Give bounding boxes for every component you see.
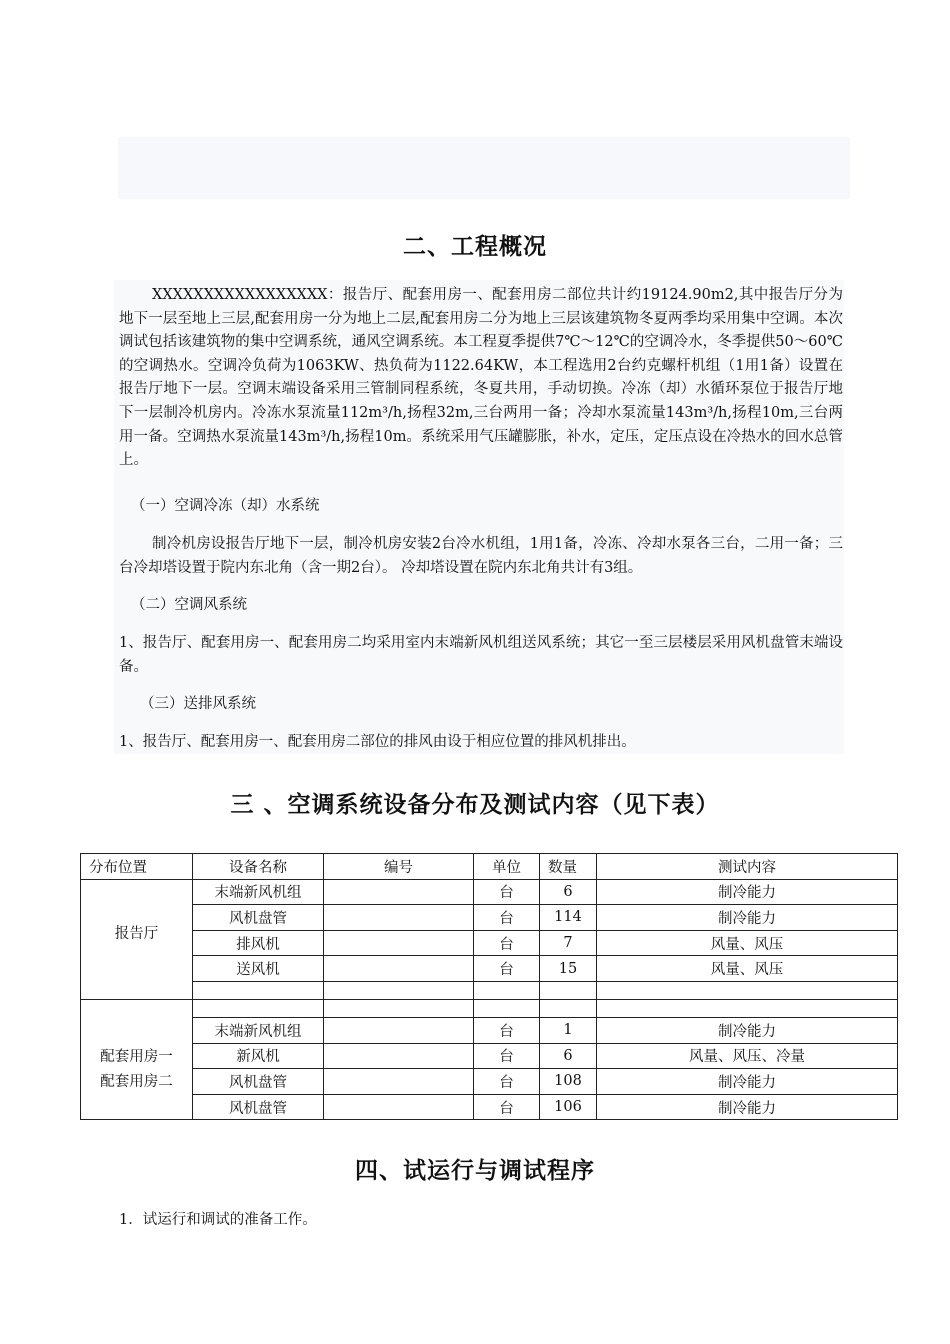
table-row xyxy=(81,1017,898,1043)
qty-cell: 114 xyxy=(540,905,597,931)
location-line-1: 配套用房一 xyxy=(100,1048,173,1065)
qty-cell: 6 xyxy=(540,1043,597,1069)
qty-cell: 108 xyxy=(540,1069,597,1095)
number-cell xyxy=(324,930,474,956)
device-cell: 风机盘管 xyxy=(193,1094,324,1120)
qty-cell: 15 xyxy=(540,956,597,982)
number-cell xyxy=(324,905,474,931)
sub1-title: （一）空调冷冻（却）水系统 xyxy=(131,498,320,514)
table-row-spacer xyxy=(81,999,898,1017)
test-cell: 风量、风压 xyxy=(597,930,898,956)
unit-cell: 台 xyxy=(474,879,540,905)
unit-cell: 台 xyxy=(474,905,540,931)
qty-cell: 106 xyxy=(540,1094,597,1120)
table-row xyxy=(81,1043,898,1069)
equipment-table xyxy=(80,853,898,1120)
sub1-text: 制冷机房设报告厅地下一层，制冷机房安装2台冷水机组，1用1备，冷冻、冷却水泵各三台，二用一备；三台冷却塔设置于院内东北角（含一期2台）。 冷却塔设置在院内东北角共计有3组。 xyxy=(119,536,843,576)
test-cell: 风量、风压 xyxy=(597,956,898,982)
overview-paragraph: XXXXXXXXXXXXXXXXX：报告厅、配套用房一、配套用房二部位共计约19124.90m2,其中报告厅分为地下一层至地上三层,配套用房一分为地上二层,配套用房二分为地上三层该建筑物冬夏两季均采用集中空调。本次调试包括该建筑物的集中空调系统，通风空调系统。本工程夏季提供7℃～12℃的空调冷水，冬季提供50～60℃的空调热水。空调冷负荷为1063KW、热负荷为1122.64KW，本工程选用2台约克螺杆机组（1用1备）设置在报告厅地下一层。空调末端设备采用三管制同程系统，冬夏共用，手动切换。冷冻（却）水循环泵位于报告厅地下一层制冷机房内。冷冻水泵流量112m³/h,扬程32m,三台两用一备；冷却水泵流量143m³/h,扬程10m,三台两用一备。空调热水泵流量143m³/h,扬程10m。系统采用气压罐膨胀，补水，定压，定压点设在冷热水的回水总管上。 xyxy=(119,287,843,469)
test-cell: 制冷能力 xyxy=(597,1017,898,1043)
location-cell-2 xyxy=(81,999,193,1119)
device-cell: 新风机 xyxy=(193,1043,324,1069)
location-line-2: 配套用房二 xyxy=(100,1073,173,1090)
header-unit: 单位 xyxy=(474,854,540,880)
test-cell: 风量、风压、冷量 xyxy=(597,1043,898,1069)
number-cell xyxy=(324,1043,474,1069)
device-cell: 末端新风机组 xyxy=(193,1017,324,1043)
sub3-text: 1、报告厅、配套用房一、配套用房二部位的排风由设于相应位置的排风机排出。 xyxy=(119,734,636,750)
header-number: 编号 xyxy=(324,854,474,880)
device-cell: 风机盘管 xyxy=(193,905,324,931)
unit-cell: 台 xyxy=(474,1094,540,1120)
section4-item-1: 1．试运行和调试的准备工作。 xyxy=(119,1212,317,1228)
device-cell: 末端新风机组 xyxy=(193,879,324,905)
header-location: 分布位置 xyxy=(81,854,193,880)
location-cell: 报告厅 xyxy=(81,879,193,999)
sub2-title: （二）空调风系统 xyxy=(131,597,247,613)
table-row xyxy=(81,1069,898,1095)
sub3-title: （三）送排风系统 xyxy=(140,696,256,712)
table-row xyxy=(81,956,898,982)
qty-cell: 7 xyxy=(540,930,597,956)
number-cell xyxy=(324,956,474,982)
unit-cell: 台 xyxy=(474,956,540,982)
unit-cell: 台 xyxy=(474,930,540,956)
header-test: 测试内容 xyxy=(597,854,898,880)
unit-cell: 台 xyxy=(474,1017,540,1043)
table-row xyxy=(81,879,898,905)
table-header-row xyxy=(81,854,898,880)
number-cell xyxy=(324,879,474,905)
sub2-text: 1、报告厅、配套用房一、配套用房二均采用室内末端新风机组送风系统；其它一至三层楼层采用风机盘管末端设备。 xyxy=(119,635,843,675)
device-cell: 排风机 xyxy=(193,930,324,956)
table-row-empty xyxy=(81,981,898,999)
header-shade xyxy=(118,137,850,199)
number-cell xyxy=(324,1094,474,1120)
qty-cell: 1 xyxy=(540,1017,597,1043)
test-cell: 制冷能力 xyxy=(597,1094,898,1120)
section3-title: 三 、空调系统设备分布及测试内容（见下表） xyxy=(230,792,720,818)
device-cell: 风机盘管 xyxy=(193,1069,324,1095)
table-row xyxy=(81,905,898,931)
test-cell: 制冷能力 xyxy=(597,1069,898,1095)
table-row xyxy=(81,930,898,956)
test-cell: 制冷能力 xyxy=(597,905,898,931)
number-cell xyxy=(324,1069,474,1095)
device-cell: 送风机 xyxy=(193,956,324,982)
test-cell: 制冷能力 xyxy=(597,879,898,905)
header-device: 设备名称 xyxy=(193,854,324,880)
qty-cell: 6 xyxy=(540,879,597,905)
section4-title: 四、试运行与调试程序 xyxy=(355,1158,595,1184)
header-qty: 数量 xyxy=(540,854,597,880)
unit-cell: 台 xyxy=(474,1043,540,1069)
number-cell xyxy=(324,1017,474,1043)
section2-title: 二、工程概况 xyxy=(403,234,547,260)
unit-cell: 台 xyxy=(474,1069,540,1095)
table-row xyxy=(81,1094,898,1120)
